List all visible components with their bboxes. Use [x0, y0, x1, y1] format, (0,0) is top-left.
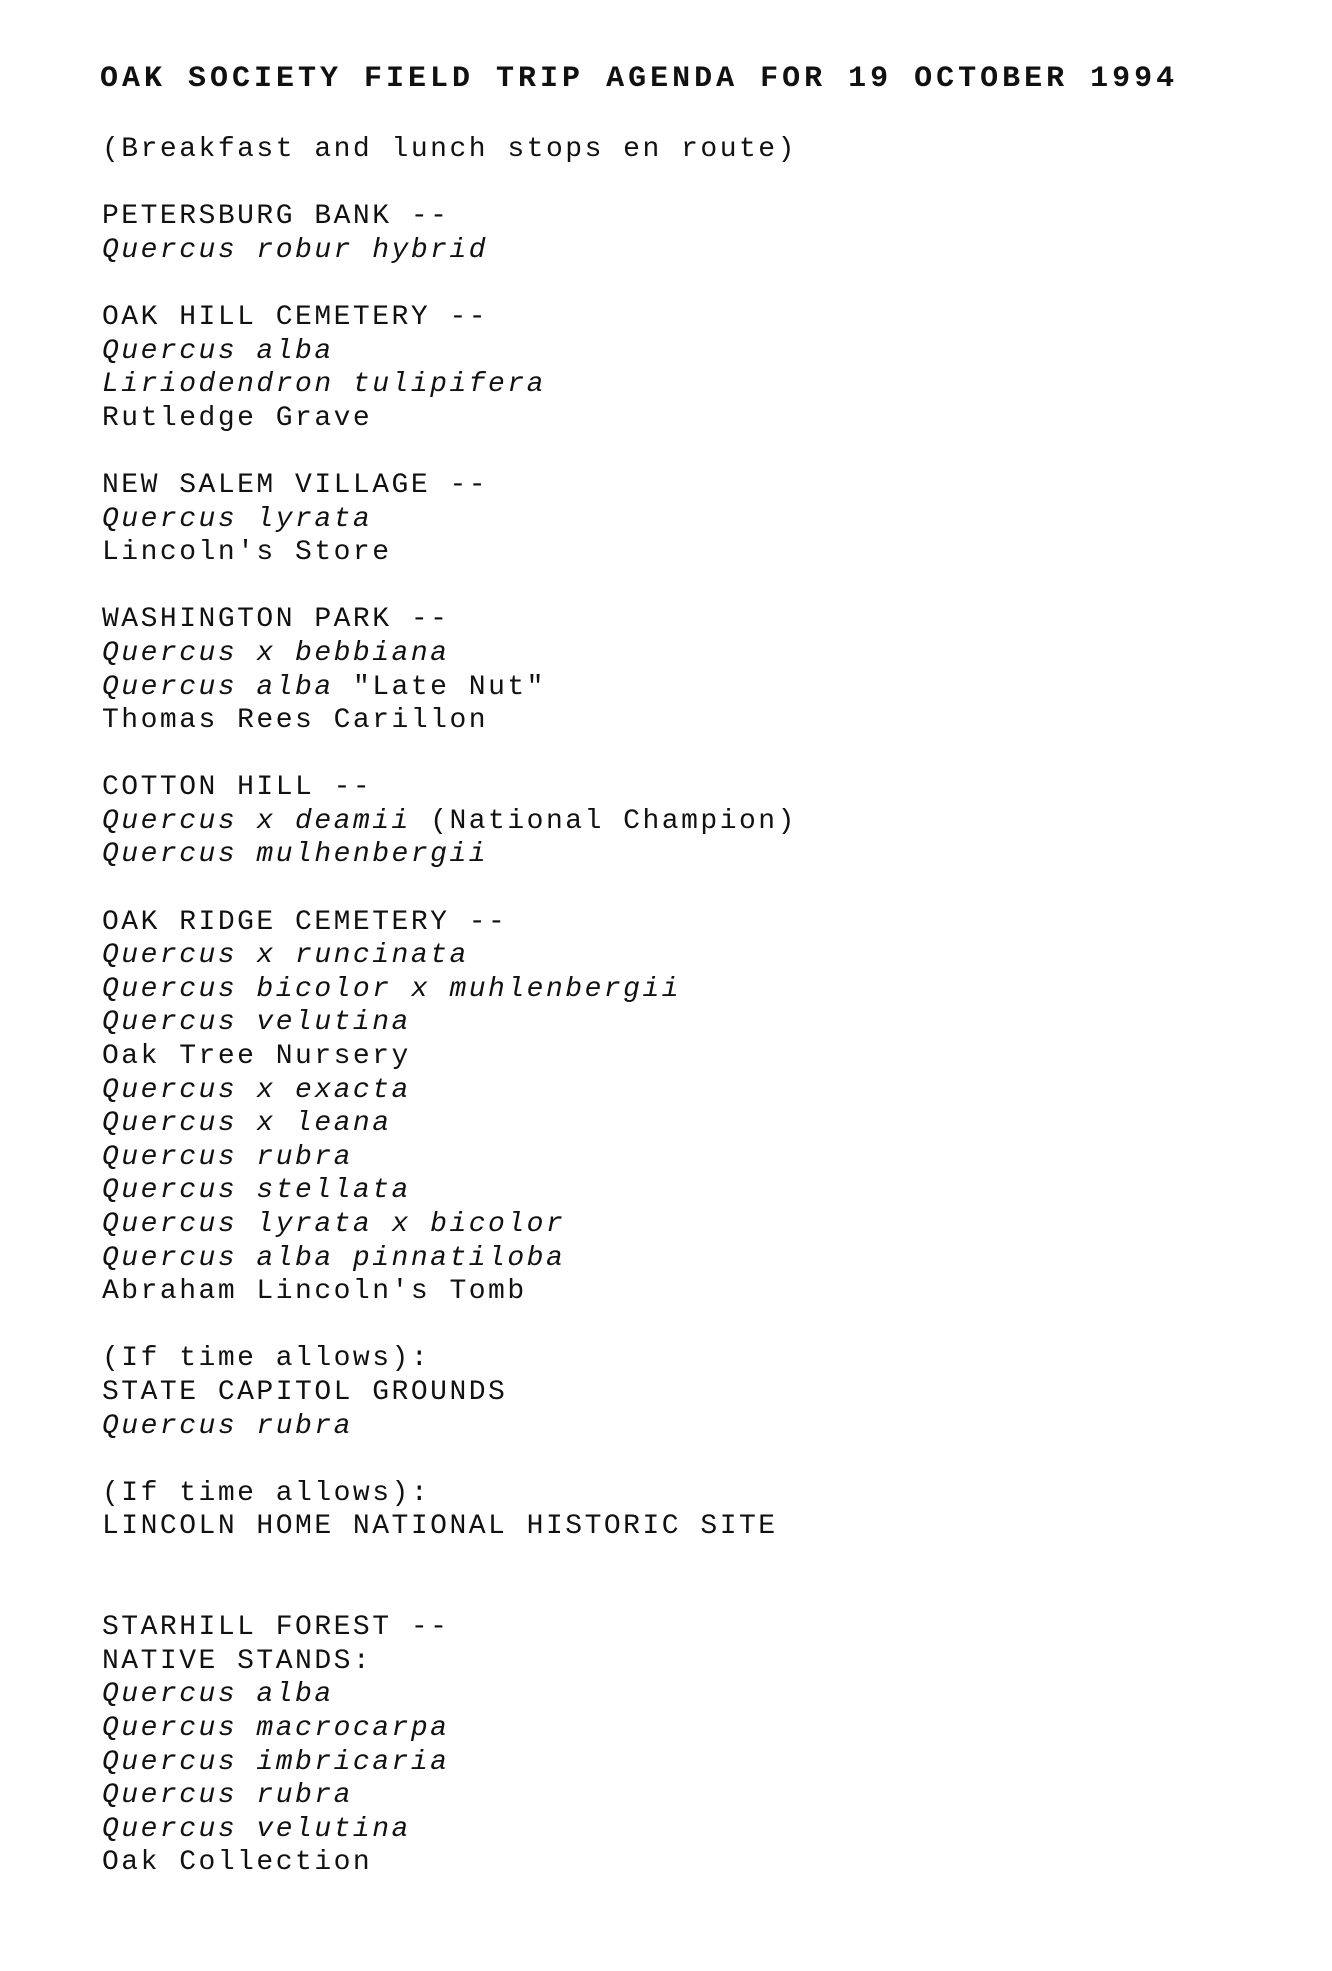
site-entry: Lincoln's Store: [102, 537, 392, 569]
agenda-section: [102, 1342, 797, 1443]
species-entry: Quercus macrocarpa: [102, 1712, 450, 1744]
section-heading: OAK RIDGE CEMETERY --: [102, 906, 508, 938]
section-note: (If time allows):: [102, 1343, 431, 1375]
species-entry: Quercus alba "Late Nut": [102, 671, 546, 703]
species-entry: Quercus alba pinnatiloba: [102, 1242, 566, 1274]
species-entry: Quercus bicolor x muhlenbergii: [102, 973, 682, 1005]
intro-note: (Breakfast and lunch stops en route): [102, 134, 797, 165]
agenda-section: [102, 603, 797, 737]
agenda-body: [102, 133, 797, 1880]
agenda-section: [102, 906, 797, 1309]
species-entry: Quercus x bebbiana: [102, 637, 450, 669]
section-heading: OAK HILL CEMETERY --: [102, 301, 489, 333]
section-spacer: [102, 570, 797, 604]
agenda-section: [102, 200, 797, 267]
species-entry: Quercus alba: [102, 335, 334, 367]
section-spacer: [102, 872, 797, 906]
section-spacer: [102, 435, 797, 469]
agenda-section: [102, 1477, 797, 1544]
agenda-title: OAK SOCIETY FIELD TRIP AGENDA FOR 19 OCTOBER 1994: [100, 62, 1179, 96]
agenda-section: [102, 1611, 797, 1880]
entry-annotation: (National Champion): [410, 805, 797, 837]
species-entry: Quercus robur hybrid: [102, 234, 489, 266]
species-entry: Liriodendron tulipifera: [102, 369, 546, 401]
section-note: (If time allows):: [102, 1477, 431, 1509]
section-heading: NEW SALEM VILLAGE --: [102, 469, 489, 501]
agenda-section: [102, 469, 797, 570]
species-entry: Quercus x deamii (National Champion): [102, 805, 797, 837]
site-entry: NATIVE STANDS:: [102, 1645, 373, 1677]
site-entry: Abraham Lincoln's Tomb: [102, 1276, 527, 1308]
site-entry: Oak Tree Nursery: [102, 1041, 411, 1073]
section-spacer: [102, 1443, 797, 1477]
site-entry: Oak Collection: [102, 1847, 373, 1879]
section-heading: PETERSBURG BANK --: [102, 201, 450, 233]
species-entry: Quercus imbricaria: [102, 1746, 450, 1778]
species-entry: Quercus velutina: [102, 1813, 411, 1845]
species-entry: Quercus rubra: [102, 1410, 353, 1442]
section-heading: COTTON HILL --: [102, 772, 373, 804]
section-heading: WASHINGTON PARK --: [102, 604, 450, 636]
species-entry: Quercus stellata: [102, 1175, 411, 1207]
species-entry: Quercus lyrata x bicolor: [102, 1209, 566, 1240]
section-spacer: [102, 738, 797, 772]
section-heading: STATE CAPITOL GROUNDS: [102, 1376, 508, 1408]
species-entry: Quercus mulhenbergii: [102, 839, 489, 871]
entry-annotation: "Late Nut": [333, 671, 546, 703]
site-entry: Thomas Rees Carillon: [102, 705, 489, 737]
site-entry: Rutledge Grave: [102, 402, 373, 434]
section-spacer: [102, 1544, 797, 1611]
agenda-sections: [102, 167, 797, 1880]
section-heading: STARHILL FOREST --: [102, 1612, 450, 1644]
species-entry: Quercus lyrata: [102, 503, 373, 535]
species-entry: Quercus x leana: [102, 1108, 392, 1140]
species-entry: Quercus velutina: [102, 1007, 411, 1039]
species-entry: Quercus x exacta: [102, 1074, 411, 1106]
section-spacer: [102, 1309, 797, 1343]
species-entry: Quercus alba: [102, 1679, 334, 1711]
agenda-section: [102, 301, 797, 435]
section-spacer: [102, 267, 797, 301]
species-entry: Quercus rubra: [102, 1780, 353, 1812]
section-spacer: [102, 167, 797, 201]
species-entry: Quercus rubra: [102, 1141, 353, 1173]
section-heading: LINCOLN HOME NATIONAL HISTORIC SITE: [102, 1511, 778, 1543]
agenda-section: [102, 771, 797, 872]
species-entry: Quercus x runcinata: [102, 940, 469, 972]
